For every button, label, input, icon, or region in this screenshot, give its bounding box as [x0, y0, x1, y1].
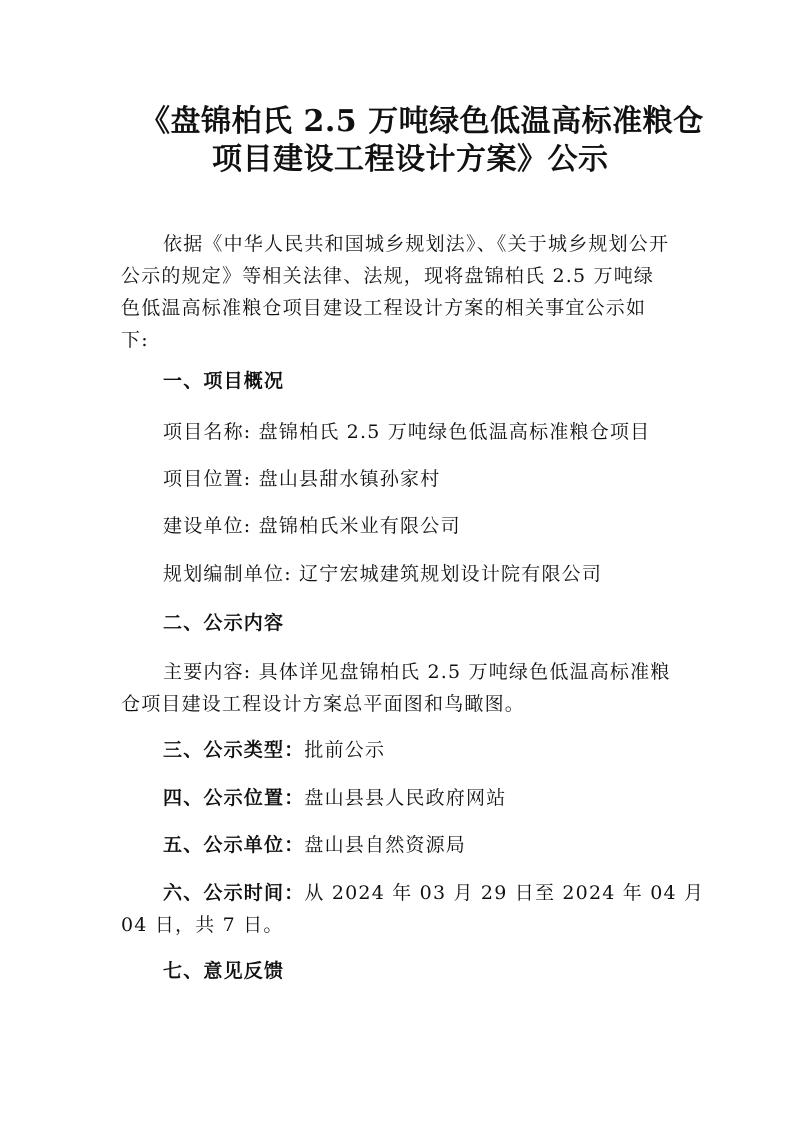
section2-content: 主要内容: 具体详见盘锦柏氏 2.5 万吨绿色低温高标准粮仓项目建设工程设计方案总平面图和鸟瞰图。 — [121, 661, 671, 715]
section6-value-line1: 从 2024 年 03 月 29 日至 2024 年 04 月 — [304, 882, 705, 904]
section5-line — [163, 829, 466, 861]
section4-line — [163, 782, 506, 814]
section6-line — [163, 877, 704, 909]
section5-value: 盘山县自然资源局 — [304, 834, 467, 856]
document-title-line2: 项目建设工程设计方案》公示 — [212, 142, 609, 177]
project-location: 项目位置: 盘山县甜水镇孙家村 — [163, 468, 441, 490]
builder: 建设单位: 盘锦柏氏米业有限公司 — [163, 515, 461, 537]
section4-value: 盘山县县人民政府网站 — [304, 787, 507, 809]
section6-value-line2: 04 日，共 7 日。 — [121, 914, 284, 936]
section4-label: 四、公示位置： — [163, 787, 305, 809]
document-title-line1: 《盘锦柏氏 2.5 万吨绿色低温高标准粮仓 — [140, 104, 704, 139]
section1-heading: 一、项目概况 — [163, 370, 285, 392]
section3-label: 三、公示类型： — [163, 739, 305, 761]
section6-label: 六、公示时间： — [163, 882, 305, 904]
section2-heading: 二、公示内容 — [163, 612, 285, 634]
section5-label: 五、公示单位： — [163, 834, 305, 856]
planner: 规划编制单位: 辽宁宏城建筑规划设计院有限公司 — [163, 563, 603, 585]
section7-heading: 七、意见反馈 — [163, 960, 285, 982]
section3-line — [163, 734, 385, 766]
project-name: 项目名称: 盘锦柏氏 2.5 万吨绿色低温高标准粮仓项目 — [163, 421, 651, 443]
intro-paragraph: 依据《中华人民共和国城乡规划法》、《关于城乡规划公开公示的规定》等相关法律、法规，现将盘锦柏氏 2.5 万吨绿色低温高标准粮仓项目建设工程设计方案的相关事宜公示如下: — [121, 233, 670, 351]
section3-value: 批前公示 — [304, 739, 386, 761]
